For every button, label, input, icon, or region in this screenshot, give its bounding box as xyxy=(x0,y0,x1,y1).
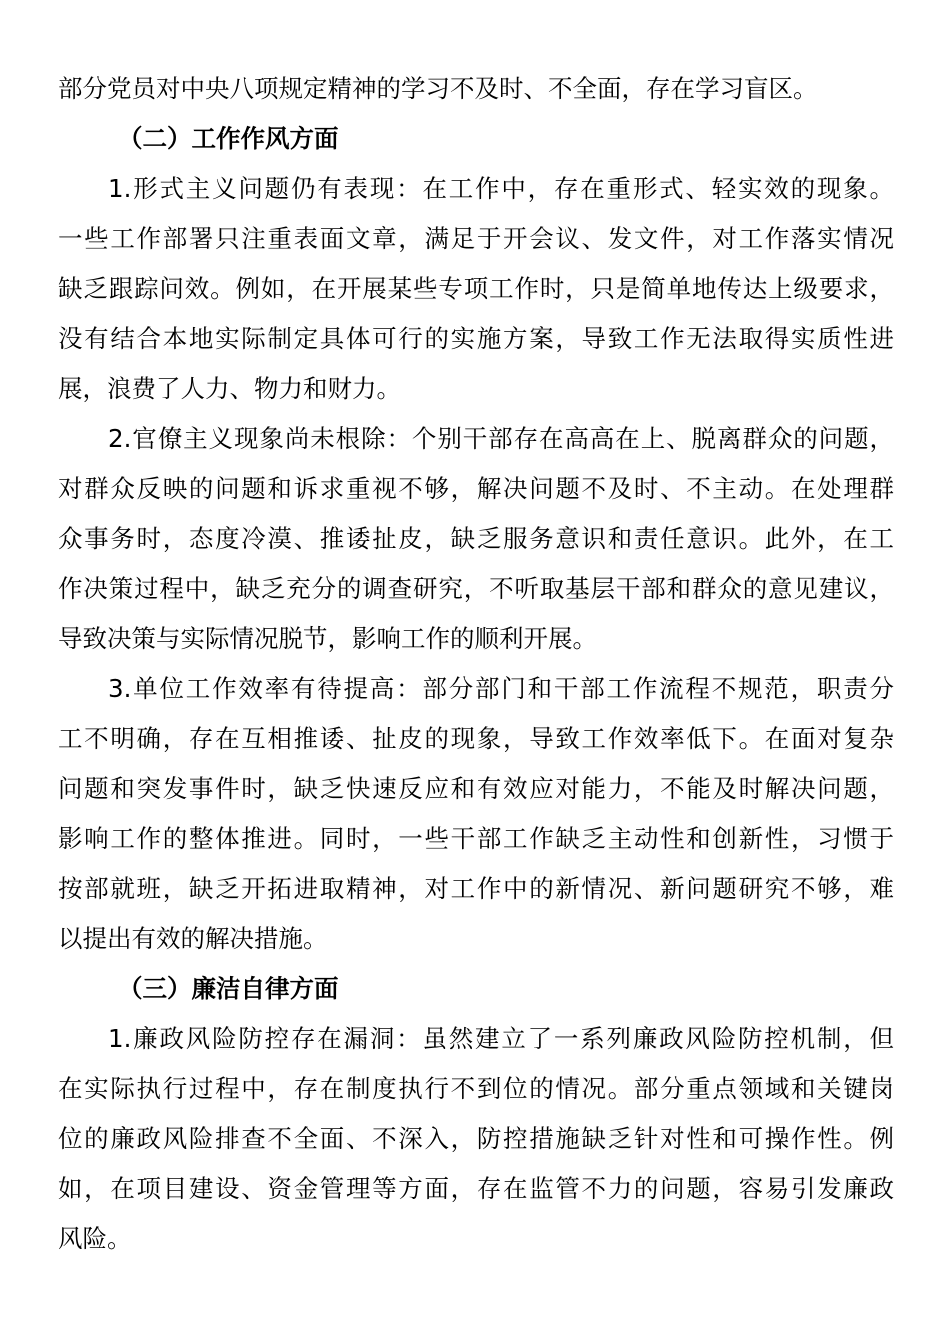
paragraph-line: 众事务时，态度冷漠、推诿扯皮，缺乏服务意识和责任意识。此外，在工 xyxy=(58,524,894,553)
document-page xyxy=(58,64,894,1264)
paragraph-line: 对群众反映的问题和诉求重视不够，解决问题不及时、不主动。在处理群 xyxy=(58,474,894,503)
paragraph-line: 工不明确，存在互相推诿、扯皮的现象，导致工作效率低下。在面对复杂 xyxy=(58,724,894,753)
paragraph-line: 如，在项目建设、资金管理等方面，存在监管不力的问题，容易引发廉政 xyxy=(58,1174,894,1203)
paragraph-line: 部分党员对中央八项规定精神的学习不及时、不全面，存在学习盲区。 xyxy=(58,74,818,103)
paragraph-line: 以提出有效的解决措施。 xyxy=(58,924,328,953)
paragraph-line: 没有结合本地实际制定具体可行的实施方案，导致工作无法取得实质性进 xyxy=(58,324,894,353)
paragraph-line: 按部就班，缺乏开拓进取精神，对工作中的新情况、新问题研究不够，难 xyxy=(58,874,894,903)
paragraph-line: 缺乏跟踪问效。例如，在开展某些专项工作时，只是简单地传达上级要求， xyxy=(58,274,894,303)
paragraph-line: 在实际执行过程中，存在制度执行不到位的情况。部分重点领域和关键岗 xyxy=(58,1074,894,1103)
paragraph-line: 导致决策与实际情况脱节，影响工作的顺利开展。 xyxy=(58,624,597,653)
paragraph-line: 问题和突发事件时，缺乏快速反应和有效应对能力，不能及时解决问题， xyxy=(58,774,894,803)
paragraph-line: 1.廉政风险防控存在漏洞：虽然建立了一系列廉政风险防控机制，但 xyxy=(108,1024,894,1053)
section-heading: （三）廉洁自律方面 xyxy=(118,974,339,1003)
paragraph-line: 展，浪费了人力、物力和财力。 xyxy=(58,374,401,403)
paragraph-line: 位的廉政风险排查不全面、不深入，防控措施缺乏针对性和可操作性。例 xyxy=(58,1124,894,1153)
section-heading: （二）工作作风方面 xyxy=(118,124,339,153)
paragraph-line: 风险。 xyxy=(58,1224,132,1253)
paragraph-line: 1.形式主义问题仍有表现：在工作中，存在重形式、轻实效的现象。 xyxy=(108,174,894,203)
paragraph-line: 3.单位工作效率有待提高：部分部门和干部工作流程不规范，职责分 xyxy=(108,674,894,703)
paragraph-line: 影响工作的整体推进。同时，一些干部工作缺乏主动性和创新性，习惯于 xyxy=(58,824,894,853)
paragraph-line: 作决策过程中，缺乏充分的调查研究，不听取基层干部和群众的意见建议， xyxy=(58,574,894,603)
paragraph-line: 一些工作部署只注重表面文章，满足于开会议、发文件，对工作落实情况 xyxy=(58,224,894,253)
paragraph-line: 2.官僚主义现象尚未根除：个别干部存在高高在上、脱离群众的问题， xyxy=(108,424,894,453)
